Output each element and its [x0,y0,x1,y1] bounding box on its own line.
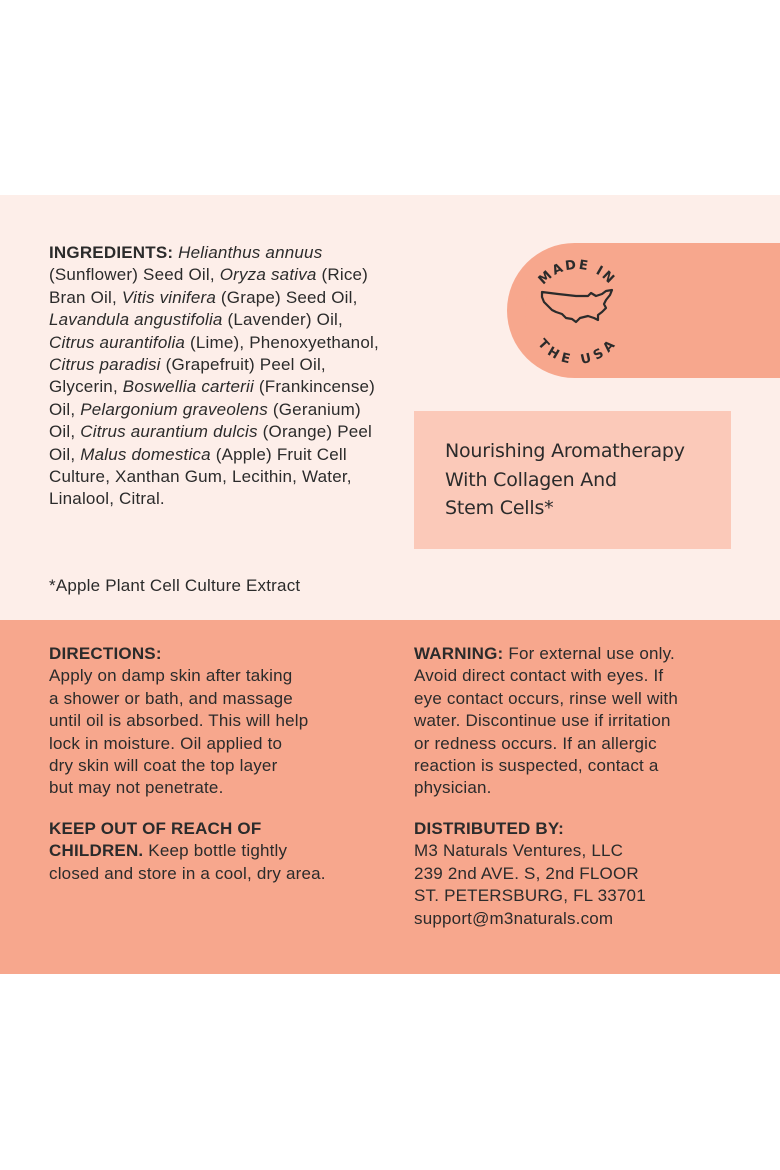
ingredient-segment: (Sunflower) Seed Oil, [49,265,220,285]
ingredient-segment: (Lime), Phenoxyethanol, [185,332,379,352]
ingredient-segment: Lavandula angustifolia [49,310,223,330]
warning-line: or redness occurs. If an allergic [414,733,657,753]
distributor-email: support@m3naturals.com [414,908,614,928]
directions-section [49,643,379,800]
warning-label: WARNING: [414,644,504,663]
distributed-label: DISTRIBUTED BY: [414,819,565,838]
distributor-city: ST. PETERSBURG, FL 33701 [414,886,646,906]
ingredient-segment: Vitis vinifera [121,287,216,307]
distributed-by-section [414,818,744,930]
ingredients-label: INGREDIENTS: [49,243,174,262]
directions-line: dry skin will coat the top layer [49,756,278,776]
distributor-address: 239 2nd AVE. S, 2nd FLOOR [414,863,639,883]
keep-out-text: Keep bottle tightly [143,841,288,861]
warning-line: water. Discontinue use if irritation [414,711,671,731]
keep-out-section [49,818,379,885]
warning-line: eye contact occurs, rinse well with [414,688,678,708]
badge-bottom-text: THE USA [534,336,620,368]
badge-top-text: MADE IN [535,257,619,289]
tagline-box [414,411,731,549]
tagline-line: Nourishing Aromatherapy [445,440,685,462]
ingredients-footnote: *Apple Plant Cell Culture Extract [49,576,301,595]
warning-line: Avoid direct contact with eyes. If [414,666,664,686]
directions-line: a shower or bath, and massage [49,688,293,708]
ingredient-segment: (Orange) Peel Oil, [49,422,373,464]
directions-line: Apply on damp skin after taking [49,666,293,686]
ingredient-segment: Citrus paradisi [49,355,161,375]
warning-line: reaction is suspected, contact a [414,756,659,776]
ingredient-segment: (Lavender) Oil, [222,310,343,330]
ingredient-segment: Pelargonium graveolens [80,399,268,419]
keep-out-line: closed and store in a cool, dry area. [49,863,326,883]
warning-first-line [414,643,744,665]
ingredient-segment: Citrus aurantium dulcis [80,422,258,442]
ingredient-segment: Helianthus annuus [173,243,323,262]
keep-out-line [49,840,379,862]
ingredient-segment: (Apple) Fruit Cell Culture, Xanthan Gum, Lecithin, Water, Linalool, Citral. [49,444,352,509]
tagline [445,437,725,523]
ingredient-segment: Boswellia carterii [122,377,254,397]
ingredients-text [49,242,379,511]
ingredient-segment: (Grape) Seed Oil, [216,287,358,307]
distributor-name: M3 Naturals Ventures, LLC [414,841,624,861]
keep-out-label-children: CHILDREN. [49,841,144,861]
warning-section [414,643,744,800]
ingredient-segment: (Rice) Bran Oil, [49,265,369,307]
made-in-usa-badge [518,252,636,370]
directions-line: lock in moisture. Oil applied to [49,733,283,753]
ingredient-segment: (Frankincense) Oil, [49,377,376,419]
keep-out-label: KEEP OUT OF REACH OF [49,819,262,838]
ingredient-segment: Malus domestica [80,444,211,464]
tagline-line: With Collagen And [445,468,617,491]
ingredient-segment: Oryza sativa [219,265,317,285]
tagline-line: Stem Cells* [445,497,554,519]
warning-line: physician. [414,778,492,798]
ingredient-segment: Citrus aurantifolia [49,332,186,352]
ingredient-segment: (Geranium) Oil, [49,399,361,442]
directions-label: DIRECTIONS: [49,644,162,663]
ingredient-segment: (Grapefruit) Peel Oil, Glycerin, [49,355,326,397]
directions-line: but may not penetrate. [49,778,224,798]
directions-line: until oil is absorbed. This will help [49,711,309,731]
warning-text: For external use only. [503,644,675,663]
